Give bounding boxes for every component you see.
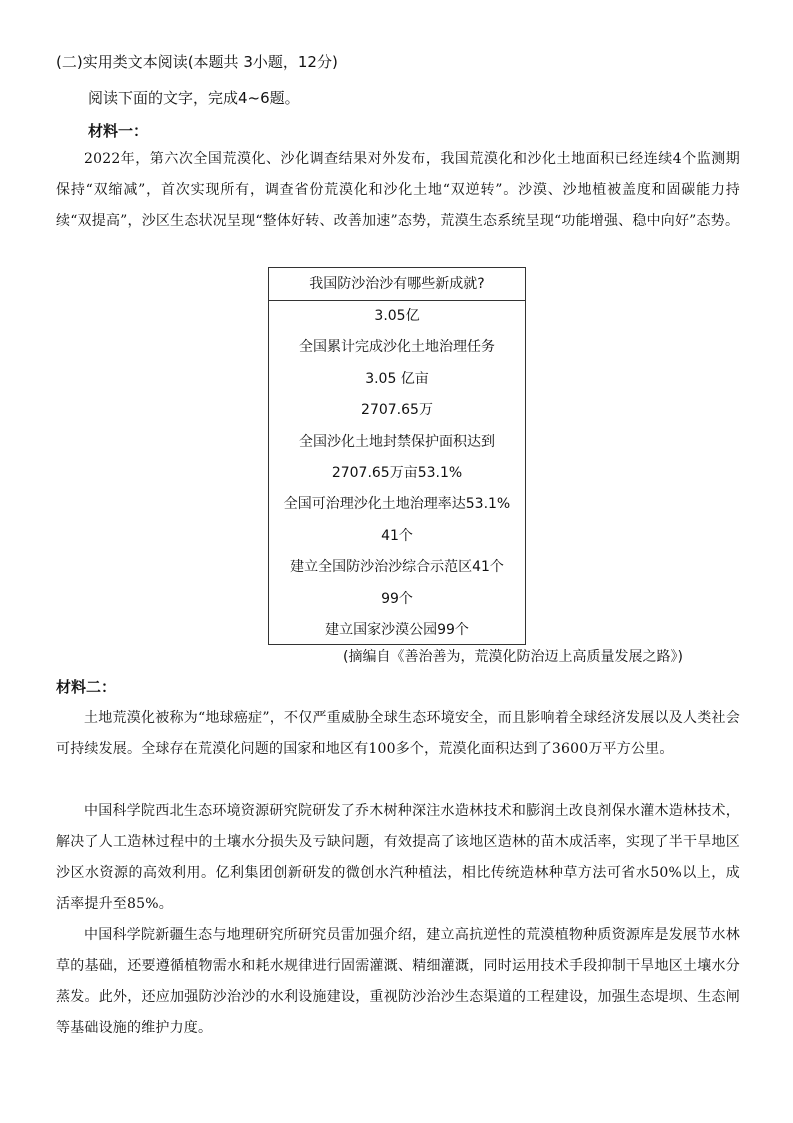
box-line: 2707.65万 bbox=[361, 402, 433, 419]
material2-paragraph-2: 中国科学院西北生态环境资源研究院研发了乔木树种深注水造林技术和膨润土改良剂保水灌木造林技术，解决了人工造林过程中的土壤水分损失及亏缺问题，有效提高了该地区造林的苗木成活率，实现了半干旱地区沙区水资源的高效利用。亿利集团创新研发的微创水汽种植法，相比传统造林种草方法可省水50%以上，成活率提升至85%。 bbox=[56, 803, 740, 912]
achievements-box bbox=[268, 267, 526, 645]
box-line: 全国可治理沙化土地治理率达53.1% bbox=[283, 496, 511, 513]
box-title: 我国防沙治沙有哪些新成就? bbox=[269, 268, 525, 301]
box-line: 建立国家沙漠公园99个 bbox=[325, 621, 469, 638]
box-line: 3.05亿 bbox=[374, 308, 420, 324]
material1-source: (摘编自《善治善为，荒漠化防治迈上高质量发展之路》) bbox=[343, 649, 683, 665]
reading-instruction: 阅读下面的文字，完成4~6题。 bbox=[88, 89, 300, 107]
material1-heading: 材料一： bbox=[88, 122, 149, 140]
box-line: 全国沙化土地封禁保护面积达到 bbox=[299, 433, 495, 450]
box-line: 41个 bbox=[381, 527, 413, 544]
material1-paragraph: 2022年，第六次全国荒漠化、沙化调查结果对外发布，我国荒漠化和沙化土地面积已经连续4个监测期保持“双缩减”，首次实现所有，调查省份荒漠化和沙化土地“双逆转”。沙漠、沙地植被盖度和固碳能力持续“双提高”，沙区生态状况呈现“整体好转、改善加速”态势，荒漠生态系统呈现“功能增强、稳中向好”态势。 bbox=[56, 151, 740, 229]
material2-paragraph-3: 中国科学院新疆生态与地理研究所研究员雷加强介绍，建立高抗逆性的荒漠植物种质资源库是发展节水林草的基础，还要遵循植物需水和耗水规律进行固需灌溉、精细灌溉，同时运用技术手段抑制干旱地区土壤水分蒸发。此外，还应加强防沙治沙的水利设施建设，重视防沙治沙生态渠道的工程建设，加强生态堤坝、生态闸等基础设施的维护力度。 bbox=[56, 927, 740, 1036]
box-line: 3.05 亿亩 bbox=[365, 370, 429, 387]
box-line: 建立全国防沙治沙综合示范区41个 bbox=[290, 559, 504, 576]
box-line: 99个 bbox=[381, 590, 413, 607]
material2-heading: 材料二： bbox=[56, 678, 117, 696]
material2-paragraph-1: 土地荒漠化被称为“地球癌症”，不仅严重威胁全球生态环境安全，而且影响着全球经济发展以及人类社会可持续发展。全球存在荒漠化问题的国家和地区有100多个，荒漠化面积达到了3600万平方公里。 bbox=[56, 710, 740, 757]
box-line: 2707.65万亩53.1% bbox=[331, 464, 463, 481]
section-title: (二)实用类文本阅读(本题共 3小题，12分) bbox=[56, 53, 338, 71]
box-line: 全国累计完成沙化土地治理任务 bbox=[299, 339, 495, 356]
